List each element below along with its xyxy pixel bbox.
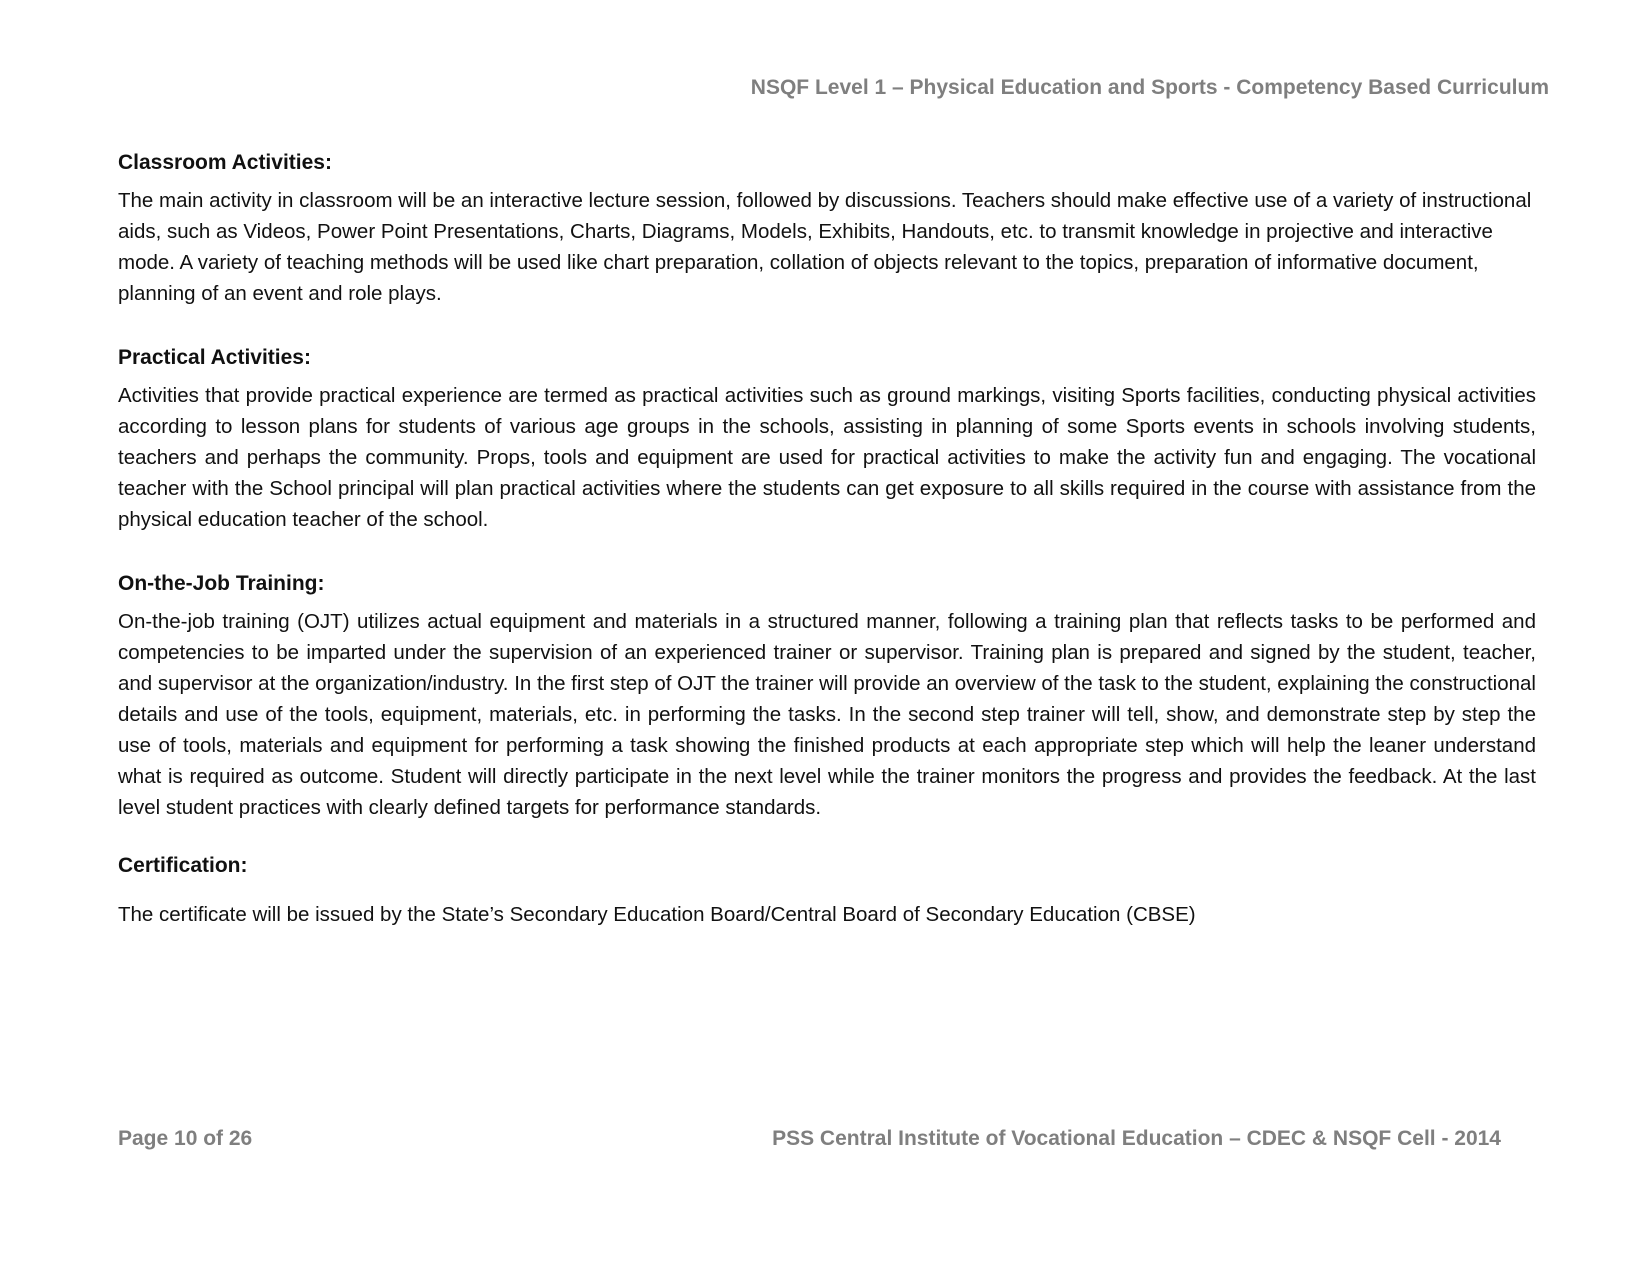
section-paragraph: The main activity in classroom will be an interactive lecture session, followed by discussions. Teachers should make effective use of a variety of instructional aids, such as Videos, Power Point Presentations, Charts, Diagrams, Models, Exhibits, Handouts, etc. to transmit knowledge in projective and interactive mode. A variety of teaching methods will be used like chart preparation, collation of objects relevant to the topics, preparation of informative document, planning of an event and role plays.	[118, 189, 1532, 305]
section-paragraph: On-the-job training (OJT) utilizes actual equipment and materials in a structured manner, following a training plan that reflects tasks to be performed and competencies to be imparted under the supervision of an experienced trainer or supervisor. Training plan is prepared and signed by the student, teacher, and supervisor at the organization/industry. In the first step of OJT the trainer will provide an overview of the task to the student, explaining the constructional details and use of the tools, equipment, materials, etc. in performing the tasks. In the second step trainer will tell, show, and demonstrate step by step the use of tools, materials and equipment for performing a task showing the finished products at each appropriate step which will help the leaner understand what is required as outcome. Student will directly participate in the next level while the trainer monitors the progress and provides the feedback. At the last level student practices with clearly defined targets for performance standards.	[118, 610, 1536, 819]
section-practical-activities	[118, 345, 1536, 535]
section-paragraph: The certificate will be issued by the State’s Secondary Education Board/Central Board of Secondary Education (CBSE)	[118, 903, 1196, 926]
section-heading: Certification:	[118, 854, 248, 877]
section-heading: Practical Activities:	[118, 346, 311, 369]
footer-organization: PSS Central Institute of Vocational Education – CDEC & NSQF Cell - 2014	[772, 1127, 1501, 1150]
section-paragraph: Activities that provide practical experience are termed as practical activities such as ground markings, visiting Sports facilities, conducting physical activities according to lesson plans for students of various age groups in the schools, assisting in planning of some Sports events in schools involving students, teachers and perhaps the community. Props, tools and equipment are used for practical activities to make the activity fun and engaging. The vocational teacher with the School principal will plan practical activities where the students can get exposure to all skills required in the course with assistance from the physical education teacher of the school.	[118, 384, 1536, 531]
section-heading: Classroom Activities:	[118, 151, 332, 174]
section-classroom-activities	[118, 150, 1536, 309]
section-on-the-job-training	[118, 571, 1536, 823]
document-body	[118, 150, 1536, 966]
page-number: Page 10 of 26	[118, 1127, 253, 1150]
section-heading: On-the-Job Training:	[118, 572, 325, 595]
page-header-title: NSQF Level 1 – Physical Education and Sports - Competency Based Curriculum	[750, 76, 1549, 99]
section-certification	[118, 853, 1536, 930]
